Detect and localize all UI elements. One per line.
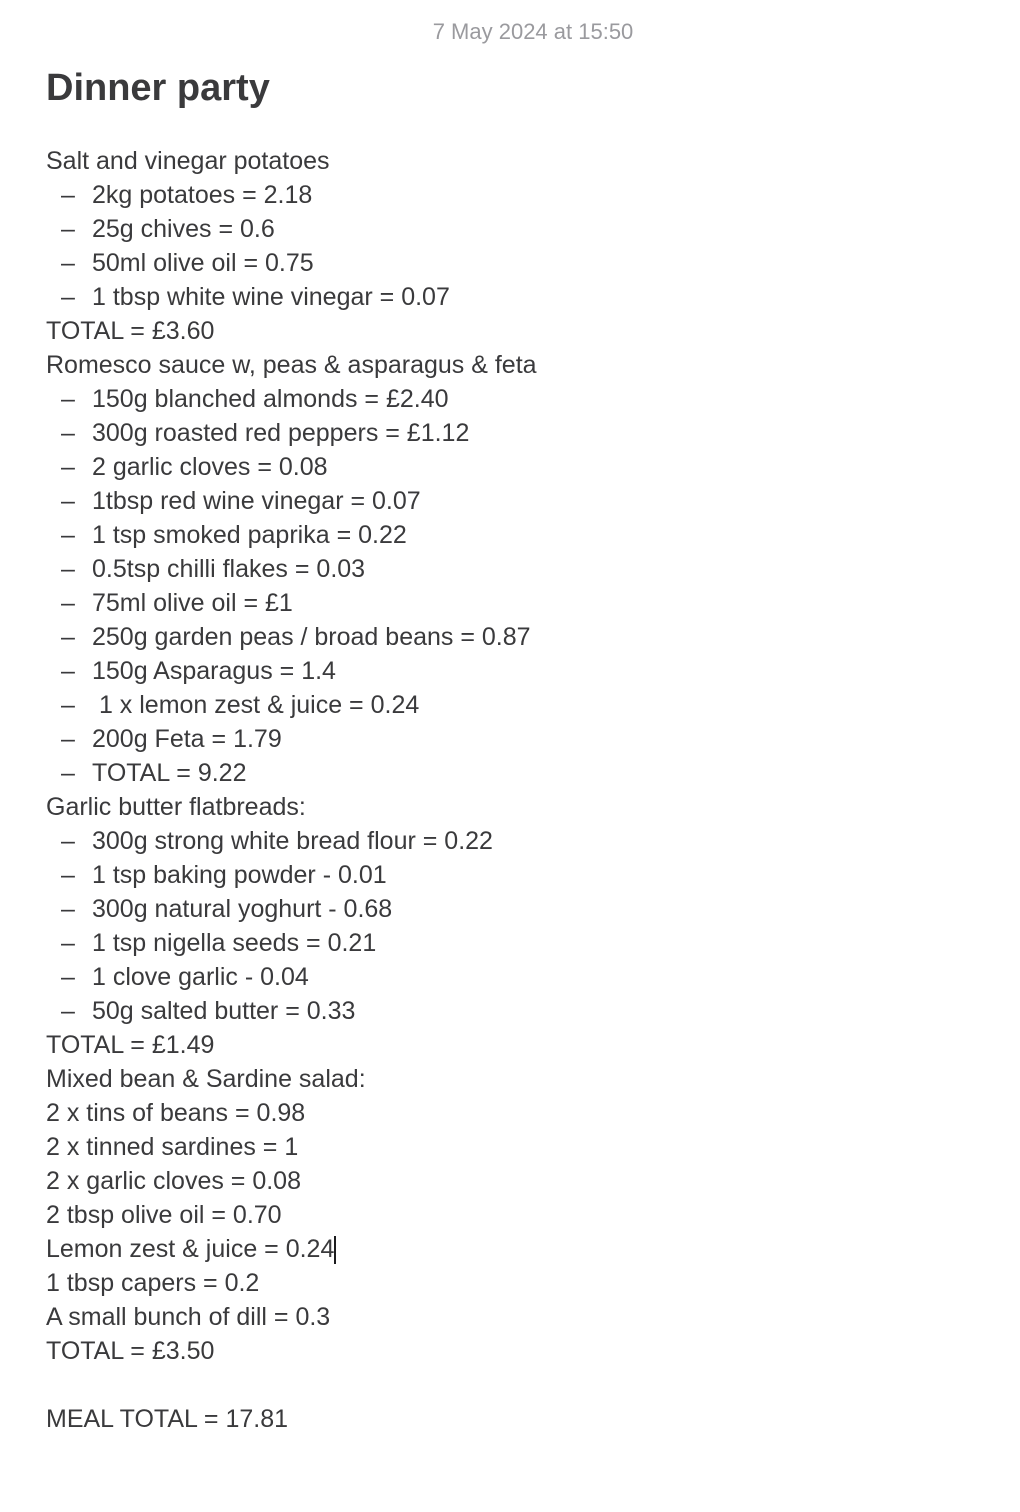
line-text: 2 tbsp olive oil = 0.70 [46,1201,282,1229]
dash-bullet-icon: – [61,895,75,923]
bullet-item [46,892,1000,926]
line-text: MEAL TOTAL = 17.81 [46,1405,289,1433]
line-text: Salt and vinegar potatoes [46,147,330,175]
text-line [46,144,1000,178]
line-text: 150g blanched almonds = £2.40 [92,385,449,413]
line-text: 300g natural yoghurt - 0.68 [92,895,393,923]
dash-bullet-icon: – [61,283,75,311]
text-line [46,1164,1000,1198]
bullet-item [46,246,1000,280]
bullet-item [46,450,1000,484]
text-line [46,1198,1000,1232]
dash-bullet-icon: – [61,929,75,957]
dash-bullet-icon: – [61,657,75,685]
dash-bullet-icon: – [61,827,75,855]
blank-line [46,1368,1000,1402]
line-text: 0.5tsp chilli flakes = 0.03 [92,555,366,583]
line-text: 1 tbsp capers = 0.2 [46,1269,260,1297]
line-text: 2 x tins of beans = 0.98 [46,1099,306,1127]
text-line [46,1300,1000,1334]
dash-bullet-icon: – [61,487,75,515]
bullet-item [46,552,1000,586]
dash-bullet-icon: – [61,249,75,277]
text-line [46,790,1000,824]
dash-bullet-icon: – [61,623,75,651]
bullet-item [46,688,1000,722]
dash-bullet-icon: – [61,589,75,617]
bullet-item [46,926,1000,960]
line-text: TOTAL = £1.49 [46,1031,215,1059]
note-timestamp: 7 May 2024 at 15:50 [432,19,634,44]
dash-bullet-icon: – [61,861,75,889]
line-text: 150g Asparagus = 1.4 [92,657,336,685]
line-text: 1 tsp nigella seeds = 0.21 [92,929,377,957]
dash-bullet-icon: – [61,521,75,549]
line-text: 2 garlic cloves = 0.08 [92,453,328,481]
line-text: 25g chives = 0.6 [92,215,275,243]
text-line [46,1334,1000,1368]
text-line [46,1096,1000,1130]
bullet-item [46,382,1000,416]
line-text: 1 tsp baking powder - 0.01 [92,861,387,889]
dash-bullet-icon: – [61,453,75,481]
line-text: 50g salted butter = 0.33 [92,997,356,1025]
bullet-item [46,416,1000,450]
text-line [46,1062,1000,1096]
line-text: Romesco sauce w, peas & asparagus & feta [46,351,537,379]
line-text: 250g garden peas / broad beans = 0.87 [92,623,531,651]
line-text: TOTAL = £3.50 [46,1337,215,1365]
line-text: Mixed bean & Sardine salad: [46,1065,366,1093]
text-cursor [334,1236,336,1264]
bullet-item [46,518,1000,552]
line-text: 50ml olive oil = 0.75 [92,249,314,277]
line-text: 75ml olive oil = £1 [92,589,293,617]
dash-bullet-icon: – [61,725,75,753]
bullet-item [46,212,1000,246]
line-text: 2 x tinned sardines = 1 [46,1133,299,1161]
bullet-item [46,994,1000,1028]
bullet-item [46,484,1000,518]
dash-bullet-icon: – [61,385,75,413]
bullet-item [46,586,1000,620]
line-text: 300g strong white bread flour = 0.22 [92,827,493,855]
bullet-item [46,620,1000,654]
bullet-item [46,722,1000,756]
text-line [46,1232,1000,1266]
line-text: 1tbsp red wine vinegar = 0.07 [92,487,421,515]
line-text: TOTAL = £3.60 [46,317,215,345]
dash-bullet-icon: – [61,419,75,447]
text-line [46,1130,1000,1164]
line-text: 300g roasted red peppers = £1.12 [92,419,470,447]
text-line [46,1402,1000,1436]
dash-bullet-icon: – [61,691,75,719]
bullet-item [46,654,1000,688]
bullet-item [46,756,1000,790]
line-text: 1 tsp smoked paprika = 0.22 [92,521,407,549]
bullet-item [46,280,1000,314]
bullet-item [46,858,1000,892]
text-line [46,348,1000,382]
dash-bullet-icon: – [61,759,75,787]
line-text: A small bunch of dill = 0.3 [46,1303,331,1331]
text-line [46,1028,1000,1062]
line-text: 1 clove garlic - 0.04 [92,963,309,991]
bullet-item [46,178,1000,212]
note-title[interactable]: Dinner party [46,67,270,109]
line-text: 2kg potatoes = 2.18 [92,181,313,209]
text-line [46,1266,1000,1300]
dash-bullet-icon: – [61,963,75,991]
line-text: 200g Feta = 1.79 [92,725,282,753]
line-text: 2 x garlic cloves = 0.08 [46,1167,301,1195]
dash-bullet-icon: – [61,555,75,583]
line-text: Garlic butter flatbreads: [46,793,306,821]
note-body[interactable] [46,144,1000,1436]
line-text: 1 tbsp white wine vinegar = 0.07 [92,283,450,311]
bullet-item [46,960,1000,994]
line-text: TOTAL = 9.22 [92,759,247,787]
dash-bullet-icon: – [61,181,75,209]
line-text: 1 x lemon zest & juice = 0.24 [92,691,420,719]
dash-bullet-icon: – [61,997,75,1025]
line-text: Lemon zest & juice = 0.24 [46,1235,335,1263]
bullet-item [46,824,1000,858]
text-line [46,314,1000,348]
dash-bullet-icon: – [61,215,75,243]
